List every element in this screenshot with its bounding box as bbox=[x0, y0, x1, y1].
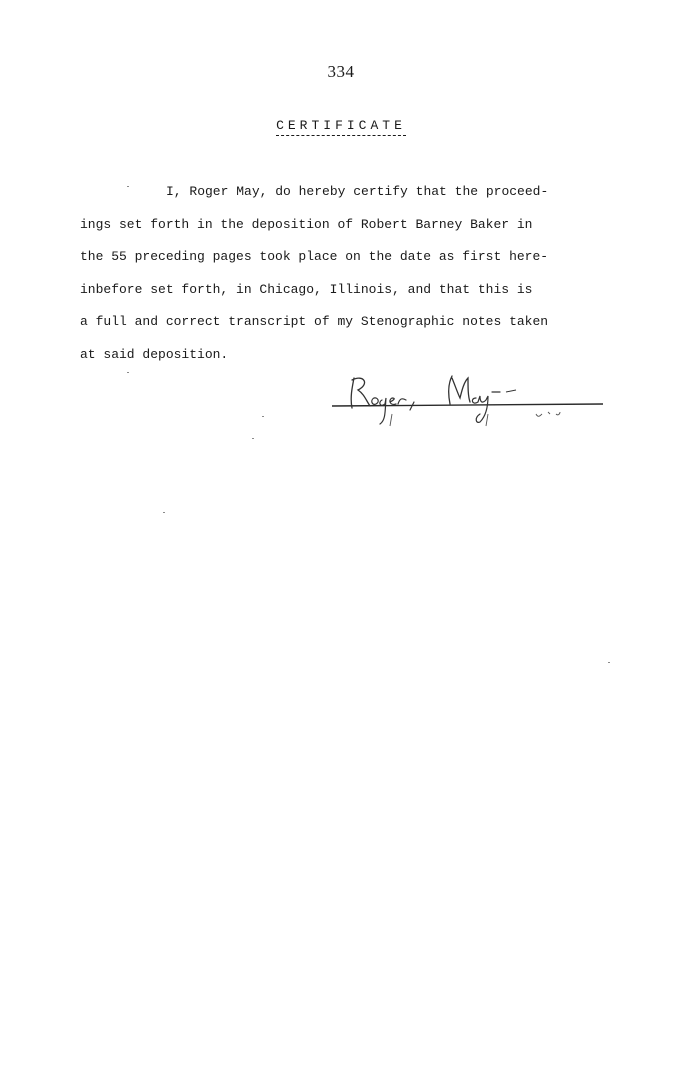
scan-speck bbox=[127, 372, 129, 373]
body-line: ings set forth in the deposition of Robert Barney Baker in bbox=[80, 216, 533, 232]
page-number: 334 bbox=[327, 62, 355, 81]
certificate-heading bbox=[0, 118, 682, 136]
scan-speck bbox=[163, 512, 165, 513]
scan-speck bbox=[127, 186, 129, 187]
scan-speck bbox=[252, 438, 254, 439]
body-line: I, Roger May, do hereby certify that the proceed- bbox=[166, 184, 549, 199]
handwritten-signature bbox=[330, 370, 605, 430]
body-line: a full and correct transcript of my Stenographic notes taken bbox=[80, 314, 549, 330]
scan-speck bbox=[608, 662, 610, 663]
body-line: at said deposition. bbox=[80, 346, 229, 362]
scan-speck bbox=[262, 416, 264, 417]
heading-text: CERTIFICATE bbox=[276, 118, 406, 136]
body-line: inbefore set forth, in Chicago, Illinois, and that this is bbox=[80, 281, 533, 297]
body-line: the 55 preceding pages took place on the date as first here- bbox=[80, 249, 549, 265]
certificate-body bbox=[80, 176, 600, 372]
